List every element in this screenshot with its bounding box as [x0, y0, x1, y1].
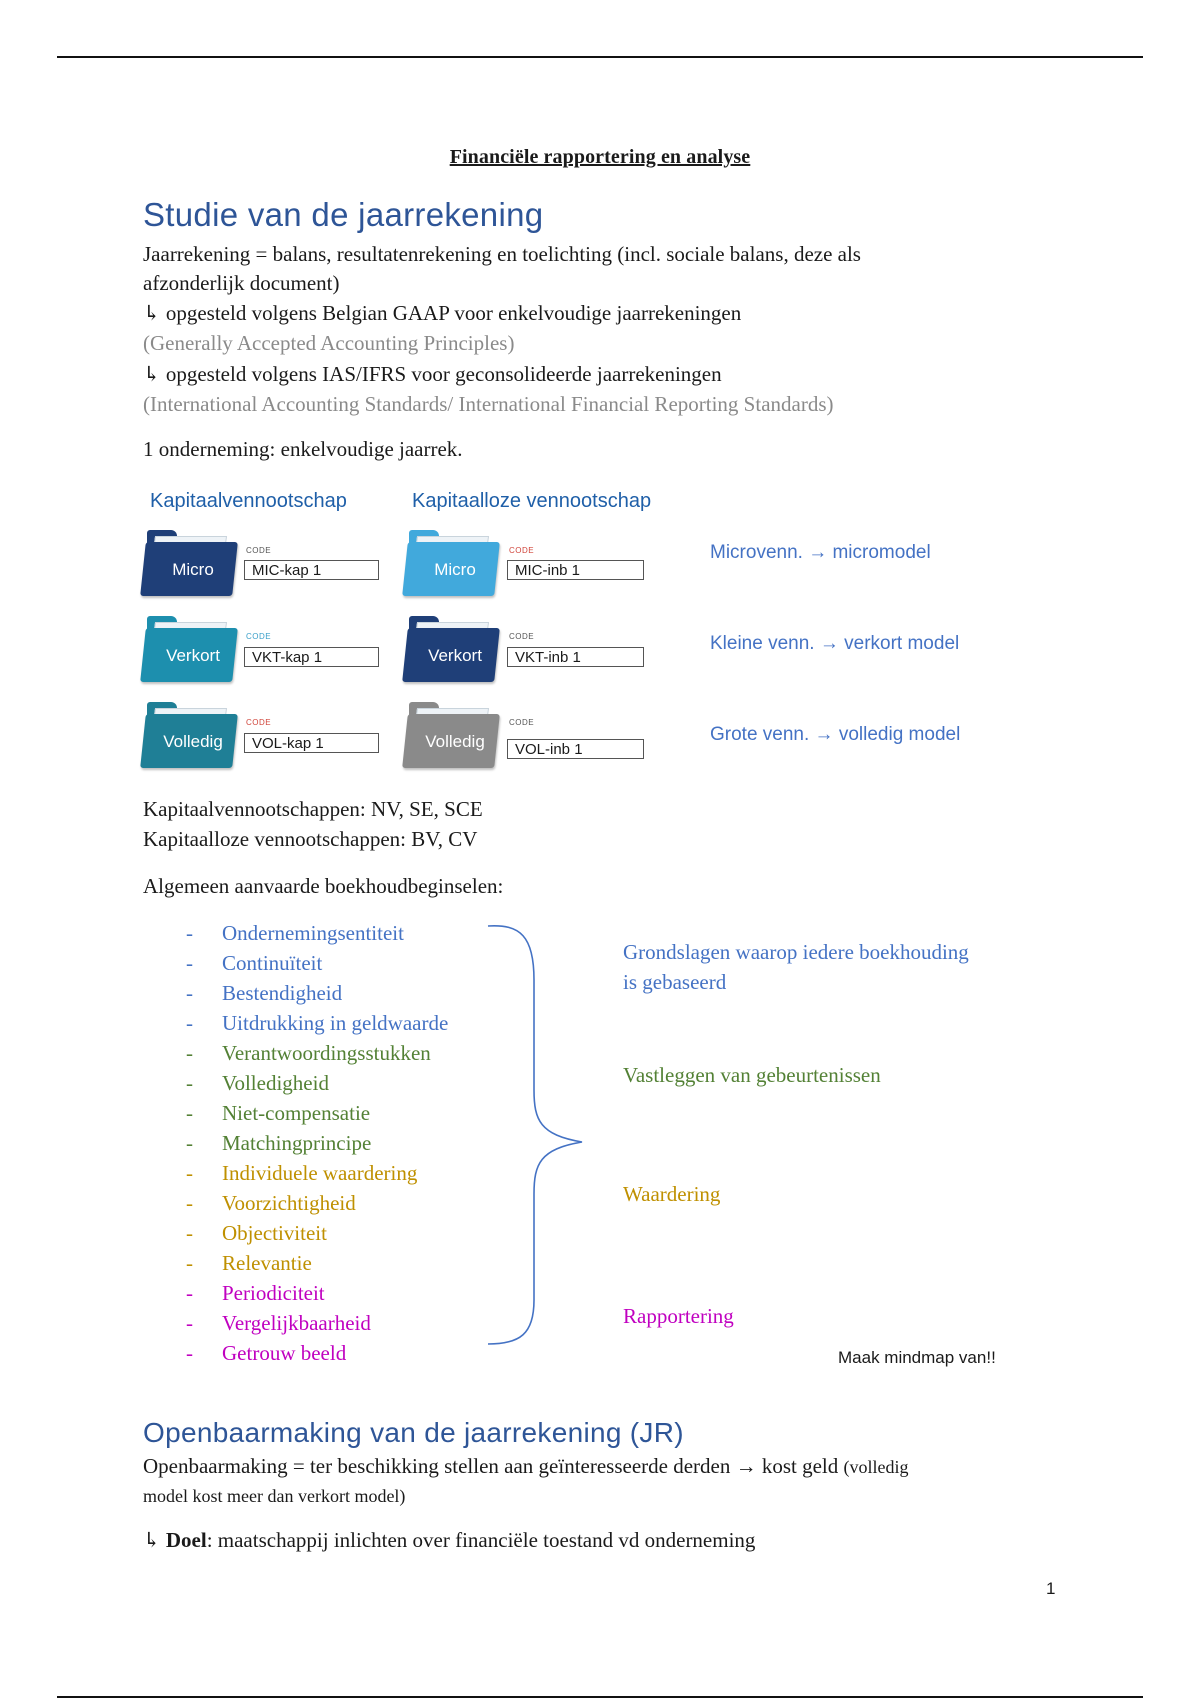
page-number: 1	[1046, 1579, 1056, 1598]
list-item: - Niet-compensatie	[186, 1101, 371, 1125]
curly-brace-icon	[480, 920, 590, 1350]
doel-label: Doel	[165, 1528, 207, 1552]
column-heading-kapitaalloos: Kapitaalloze vennootschap	[412, 490, 652, 512]
model-note-micro: Microvenn. → micromodel	[710, 542, 931, 563]
code-box-vkt-inb: VKT-inb 1	[507, 647, 644, 667]
group-label-grondslagen-2: is gebaseerd	[623, 970, 727, 994]
code-box-vkt-kap: VKT-kap 1	[244, 647, 379, 667]
group-label-rapportering: Rapportering	[623, 1304, 734, 1328]
list-item: - Individuele waardering	[186, 1161, 418, 1185]
list-item: - Getrouw beeld	[186, 1341, 347, 1365]
principles-list	[186, 918, 448, 1368]
list-item: - Voorzichtigheid	[186, 1191, 356, 1215]
code-label: CODE	[509, 632, 535, 641]
code-label: CODE	[246, 718, 272, 727]
header-rule	[57, 56, 1143, 58]
list-item: - Objectiviteit	[186, 1221, 327, 1245]
doel-line	[143, 1526, 755, 1555]
folder-micro-kap-icon: Micro	[143, 530, 239, 598]
code-label: CODE	[509, 718, 535, 727]
code-label: CODE	[246, 546, 272, 555]
code-label: CODE	[509, 546, 535, 555]
ifrs-note: (International Accounting Standards/ International Financial Reporting Standards)	[143, 392, 834, 416]
heading-studie-jaarrekening: Studie van de jaarrekening	[143, 196, 544, 233]
group-label-waardering: Waardering	[623, 1182, 721, 1206]
kapitaalloze-companies: Kapitaalloze vennootschappen: BV, CV	[143, 827, 478, 851]
mindmap-note: Maak mindmap van!!	[838, 1348, 996, 1367]
single-company-line: 1 onderneming: enkelvoudige jaarrek.	[143, 437, 463, 461]
group-label-vastleggen: Vastleggen van gebeurtenissen	[623, 1063, 881, 1087]
list-item: - Volledigheid	[186, 1071, 329, 1095]
code-box-vol-kap: VOL-kap 1	[244, 733, 379, 753]
code-box-vol-inb: VOL-inb 1	[507, 739, 644, 759]
openbaarmaking-line-2: model kost meer dan verkort model)	[143, 1486, 406, 1506]
list-item: - Relevantie	[186, 1251, 312, 1275]
code-box-mic-inb: MIC-inb 1	[507, 560, 644, 580]
model-note-volledig: Grote venn. → volledig model	[710, 724, 961, 745]
gaap-line: ↳ opgesteld volgens Belgian GAAP voor enkelvoudige jaarrekeningen	[143, 301, 742, 325]
list-item: - Periodiciteit	[186, 1281, 325, 1305]
folder-verkort-kap-icon: Verkort	[143, 616, 239, 684]
model-note-verkort: Kleine venn. → verkort model	[710, 633, 960, 654]
openbaarmaking-main: Openbaarmaking = ter beschikking stellen aan geïnteresseerde derden → kost geld	[143, 1454, 839, 1478]
list-item: - Continuïteit	[186, 951, 323, 975]
folder-micro-inb-icon: Micro	[405, 530, 501, 598]
ifrs-line: ↳ opgesteld volgens IAS/IFRS voor geconsolideerde jaarrekeningen	[143, 362, 722, 386]
definition-line-1: Jaarrekening = balans, resultatenrekening en toelichting (incl. sociale balans, deze als	[143, 242, 861, 266]
folder-volledig-kap-icon: Volledig	[143, 702, 239, 770]
list-item: - Ondernemingsentiteit	[186, 921, 404, 945]
document-title: Financiële rapportering en analyse	[449, 146, 751, 168]
doel-prefix: ↳	[143, 1528, 166, 1552]
code-box-mic-kap: MIC-kap 1	[244, 560, 379, 580]
list-item: - Vergelijkbaarheid	[186, 1311, 371, 1335]
gaap-note: (Generally Accepted Accounting Principles)	[143, 331, 515, 355]
doel-text: : maatschappij inlichten over financiële toestand vd onderneming	[206, 1528, 756, 1552]
principles-intro: Algemeen aanvaarde boekhoudbeginselen:	[143, 874, 504, 898]
definition-line-2: afzonderlijk document)	[143, 271, 340, 295]
kapitaal-companies: Kapitaalvennootschappen: NV, SE, SCE	[143, 797, 483, 821]
column-heading-kapitaal: Kapitaalvennootschap	[150, 490, 347, 512]
list-item: - Matchingprincipe	[186, 1131, 372, 1155]
folder-volledig-inb-icon: Volledig	[405, 702, 501, 770]
openbaarmaking-small: (volledig	[843, 1457, 909, 1477]
openbaarmaking-line-1	[143, 1452, 909, 1482]
folder-verkort-inb-icon: Verkort	[405, 616, 501, 684]
code-label: CODE	[246, 632, 272, 641]
heading-openbaarmaking: Openbaarmaking van de jaarrekening (JR)	[143, 1417, 684, 1448]
list-item: - Uitdrukking in geldwaarde	[186, 1011, 449, 1035]
footer-rule	[57, 1696, 1143, 1698]
group-label-grondslagen-1: Grondslagen waarop iedere boekhouding	[623, 940, 969, 964]
list-item: - Verantwoordingsstukken	[186, 1041, 431, 1065]
list-item: - Bestendigheid	[186, 981, 343, 1005]
